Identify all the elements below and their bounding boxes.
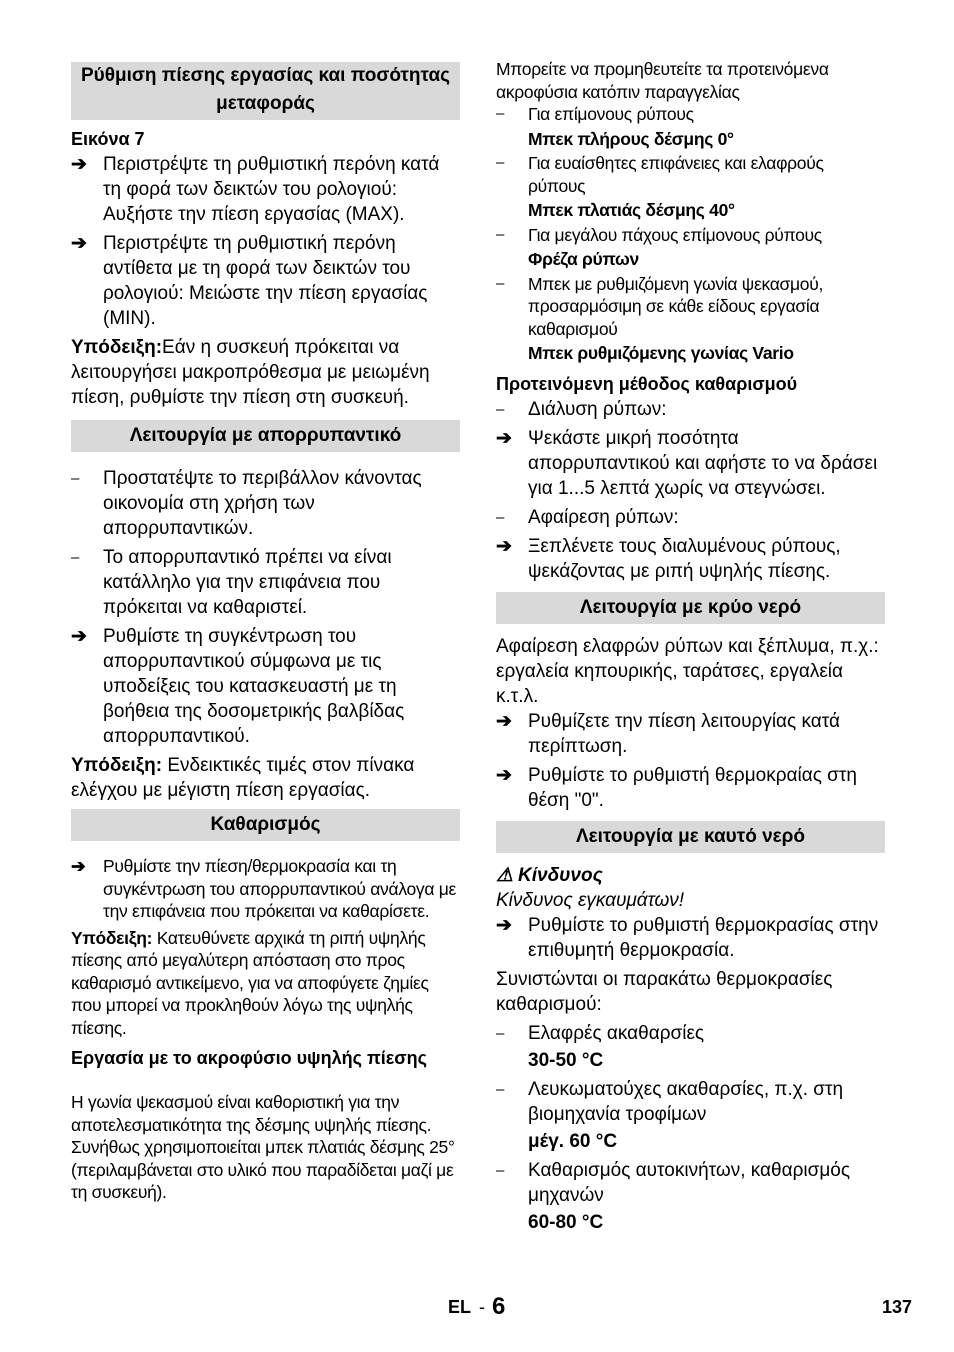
instruction-step: ➔ Περιστρέψτε τη ρυθμιστική περόνη κατά τη φορά των δεικτών του ρολογιού: Αυξήστε την πίεση εργασίας (MAX). [71, 154, 440, 225]
list-item: – Ελαφρές ακαθαρσίες [496, 1022, 705, 1044]
section-heading-cold-water: Λειτουργία με κρύο νερό [496, 592, 885, 624]
dash-bullet-icon: – [496, 154, 505, 171]
instruction-step: ➔ Ρυθμίστε την πίεση/θερμοκρασία και τη συγκέντρωση του απορρυπαντικού ανάλογα με την επιφάνεια που πρόκειται να καθαρίσετε. [71, 856, 457, 921]
footer-separator: - [479, 1297, 485, 1317]
danger-text: Κίνδυνος εγκαυμάτων! [496, 889, 685, 911]
list-item: – Το απορρυπαντικό πρέπει να είναι κατάλληλο για την επιφάνεια που πρόκειται να καθαριστεί. [71, 547, 392, 618]
note: Υπόδειξη: Ενδεικτικές τιμές στον πίνακα ελέγχου με μέγιστη πίεση εργασίας. [71, 755, 415, 801]
paragraph: Αφαίρεση ελαφρών ρύπων και ξέπλυμα, π.χ.: εργαλεία κηπουρικής, ταράτσες, εργαλεία κ.τ.λ. [496, 635, 879, 707]
left-column [71, 62, 460, 1204]
arrow-right-icon: ➔ [71, 626, 87, 647]
nozzle-name: Μπεκ ρυθμιζόμενης γωνίας Vario [528, 343, 794, 363]
nozzle-name: Μπεκ πλήρους δέσμης 0° [528, 128, 734, 149]
arrow-right-icon: ➔ [71, 154, 87, 175]
arrow-right-icon: ➔ [496, 764, 512, 786]
figure-reference: Εικόνα 7 [71, 129, 145, 149]
list-item: – Για επίμονους ρύπους [496, 104, 694, 124]
temperature-value: 30-50 °C [528, 1049, 604, 1071]
instruction-step: ➔ Ρυθμίστε το ρυθμιστή θερμοκραίας στη θέση "0". [496, 764, 857, 811]
nozzle-name: Μπεκ πλατιάς δέσμης 40° [528, 200, 735, 220]
instruction-step: ➔ Ρυθμίστε το ρυθμιστή θερμοκρασίας στην επιθυμητή θερμοκρασία. [496, 914, 879, 961]
note: Υπόδειξη:Εάν η συσκευή πρόκειται να λειτουργήσει μακροπρόθεσμα με μειωμένη πίεση, ρυθμίστε την πίεση στη συσκευή. [71, 337, 430, 408]
arrow-right-icon: ➔ [496, 427, 512, 449]
instruction-step: ➔ Ξεπλένετε τους διαλυμένους ρύπους, ψεκάζοντας με ριπή υψηλής πίεσης. [496, 535, 841, 582]
list-item: – Λευκωματούχες ακαθαρσίες, π.χ. στη βιομηχανία τροφίμων [496, 1078, 844, 1125]
page-footer [0, 1292, 954, 1322]
temperature-value: 60-80 °C [528, 1211, 604, 1233]
list-item: – Διάλυση ρύπων: [496, 398, 667, 420]
list-item: – Για ευαίσθητες επιφάνειες και ελαφρούς ρύπους [496, 153, 824, 196]
dash-bullet-icon: – [496, 1024, 505, 1042]
dash-bullet-icon: – [496, 400, 505, 418]
warning-triangle-icon: ⚠ [496, 864, 514, 886]
right-column [496, 59, 885, 1235]
nozzle-name: Φρέζα ρύπων [528, 249, 639, 269]
page-number: 137 [881, 1297, 912, 1317]
paragraph: Η γωνία ψεκασμού είναι καθοριστική για την αποτελεσματικότητα της δέσμης υψηλής πίεσης. Συνήθως χρησιμοποιείται μπεκ πλατιάς δέσμης 25° (περιλαμβάνεται στο υλικό που παραδίδεται μαζί με τη συσκευή). [71, 1092, 455, 1202]
section-heading-pressure: Ρύθμιση πίεσης εργασίας και ποσότητας μεταφοράς [71, 62, 460, 120]
list-item: – Για μεγάλου πάχους επίμονους ρύπους [496, 224, 822, 245]
note: Υπόδειξη: Κατευθύνετε αρχικά τη ριπή υψηλής πίεσης από μεγαλύτερη απόσταση στο προς καθαρισμό αντικείμενο, για να αποφύγετε ζημίες που μπορεί να προκληθούν λόγω της υψηλής πίεσης. [71, 927, 429, 1038]
dash-bullet-icon: – [496, 1161, 505, 1179]
paragraph: Συνιστώνται οι παρακάτω θερμοκρασίες καθαρισμού: [496, 968, 833, 1015]
arrow-right-icon: ➔ [496, 914, 512, 936]
list-item: – Μπεκ με ρυθμιζόμενη γωνία ψεκασμού, προσαρμόσιμη σε κάθε είδους εργασία καθαρισμού [496, 273, 824, 339]
section-heading-cleaning: Καθαρισμός [71, 809, 460, 841]
list-item: – Καθαρισμός αυτοκινήτων, καθαρισμός μηχανών [496, 1159, 851, 1206]
section-heading-detergent: Λειτουργία με απορρυπαντικό [71, 420, 460, 452]
danger-heading: ⚠ Κίνδυνος [496, 864, 603, 886]
section-number: 6 [492, 1293, 506, 1320]
instruction-step: ➔ Ρυθμίστε τη συγκέντρωση του απορρυπαντικού σύμφωνα με τις υποδείξεις του κατασκευαστή με τη βοήθεια της δοσομετρικής βαλβίδας απορρυπαντικού. [71, 626, 405, 747]
subheading-nozzle: Εργασία με το ακροφύσιο υψηλής πίεσης [71, 1048, 427, 1068]
subheading-method: Προτεινόμενη μέθοδος καθαρισμού [496, 373, 798, 394]
arrow-right-icon: ➔ [71, 856, 86, 876]
dash-bullet-icon: – [496, 274, 505, 292]
dash-bullet-icon: – [71, 549, 80, 566]
instruction-step: ➔ Περιστρέψτε τη ρυθμιστική περόνη αντίθετα με τη φορά των δεικτών του ρολογιού: Μειώστε την πίεση εργασίας (MIN). [71, 233, 428, 329]
dash-bullet-icon: – [496, 105, 505, 122]
dash-bullet-icon: – [496, 1080, 505, 1098]
arrow-right-icon: ➔ [496, 535, 512, 557]
section-heading-hot-water: Λειτουργία με καυτό νερό [496, 821, 885, 853]
dash-bullet-icon: – [71, 470, 80, 487]
language-code: EL [448, 1297, 472, 1317]
instruction-step: ➔ Ψεκάστε μικρή ποσότητα απορρυπαντικού και αφήστε το να δράσει για 1...5 λεπτά χωρίς να στεγνώσει. [496, 427, 878, 499]
list-item: – Αφαίρεση ρύπων: [496, 506, 679, 528]
arrow-right-icon: ➔ [496, 710, 512, 732]
list-item: – Προστατέψτε το περιβάλλον κάνοντας οικονομία στη χρήση των απορρυπαντικών. [71, 468, 422, 539]
temperature-value: μέγ. 60 °C [528, 1130, 618, 1152]
dash-bullet-icon: – [496, 508, 505, 526]
paragraph: Μπορείτε να προμηθευτείτε τα προτεινόμενα ακροφύσια κατόπιν παραγγελίας [496, 59, 829, 102]
arrow-right-icon: ➔ [71, 233, 87, 254]
dash-bullet-icon: – [496, 225, 505, 243]
instruction-step: ➔ Ρυθμίζετε την πίεση λειτουργίας κατά περίπτωση. [496, 710, 840, 757]
